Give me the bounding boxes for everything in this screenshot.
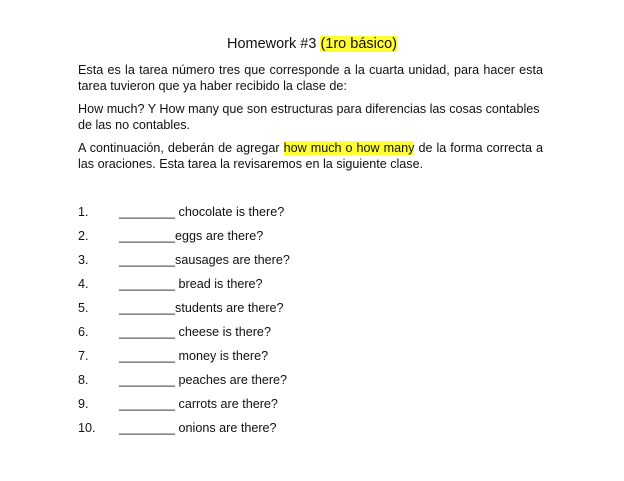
- intro-paragraph-2: How much? Y How many que son estructuras para diferencias las cosas contables de las no contables.: [78, 102, 540, 132]
- list-item: [78, 420, 290, 444]
- item-text: ________ money is there?: [119, 349, 269, 363]
- list-item: [78, 204, 290, 228]
- intro-paragraph-1: Esta es la tarea número tres que corresponde a la cuarta unidad, para hacer esta tarea tuvieron que ya haber recibido la clase de:: [78, 63, 543, 93]
- list-item: [78, 324, 290, 348]
- list-item: [78, 348, 290, 372]
- list-item: [78, 228, 290, 252]
- item-text: ________sausages are there?: [119, 253, 290, 267]
- item-number: 9.: [78, 397, 89, 411]
- item-text: ________ bread is there?: [119, 277, 263, 291]
- item-number: 1.: [78, 205, 89, 219]
- item-text: ________ chocolate is there?: [119, 205, 285, 219]
- page-title: [0, 35, 624, 53]
- item-number: 10.: [78, 421, 96, 435]
- item-number: 7.: [78, 349, 89, 363]
- item-number: 6.: [78, 325, 89, 339]
- item-number: 3.: [78, 253, 89, 267]
- list-item: [78, 252, 290, 276]
- item-text: ________students are there?: [119, 301, 284, 315]
- item-text: ________ cheese is there?: [119, 325, 271, 339]
- intro-paragraph-3: [78, 140, 543, 172]
- item-text: ________ peaches are there?: [119, 373, 288, 387]
- list-item: [78, 396, 290, 420]
- list-item: [78, 276, 290, 300]
- item-number: 4.: [78, 277, 89, 291]
- list-item: [78, 372, 290, 396]
- item-number: 8.: [78, 373, 89, 387]
- list-item: [78, 300, 290, 324]
- title-highlight: (1ro básico): [320, 36, 398, 52]
- instruction-text-end: de la forma correcta a las oraciones. Esta tarea la revisaremos en la siguiente clase.: [78, 141, 543, 171]
- title-text: Homework #3: [226, 36, 321, 52]
- instruction-highlight: how much o how many: [283, 141, 415, 155]
- item-text: ________ onions are there?: [119, 421, 277, 435]
- item-text: ________eggs are there?: [119, 229, 264, 243]
- instruction-text-start: A continuación, deberán de agregar: [78, 141, 284, 155]
- item-number: 5.: [78, 301, 89, 315]
- item-number: 2.: [78, 229, 89, 243]
- item-text: ________ carrots are there?: [119, 397, 278, 411]
- exercise-list: [78, 204, 290, 444]
